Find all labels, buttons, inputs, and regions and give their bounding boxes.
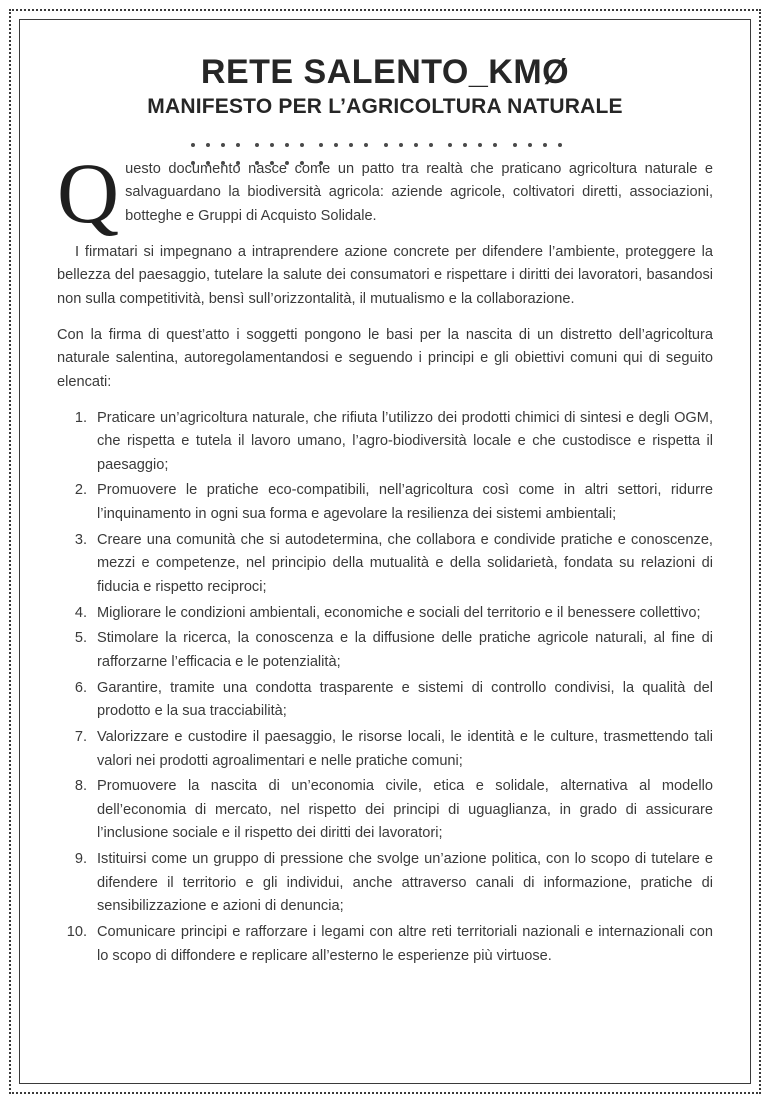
list-item: Promuovere la nascita di un’economia civile, etica e solidale, alternativa al modello dell’economia di mercato, nel rispetto dei principi di uguaglianza, in grado di assicurare l’inclusione sociale e il rispetto dei diritti dei lavoratori; xyxy=(97,778,713,842)
page-title: RETE SALENTO_KMØ xyxy=(200,53,570,91)
intro-paragraph-3: Con la firma di quest’atto i soggetti pongono le basi per la nascita di un distretto dell’agricoltura naturale salentina, autoregolamentandosi e seguendo i principi e gli obiettivi comuni qui di seguito elencati: xyxy=(57,326,713,390)
list-item: Promuovere le pratiche eco-compatibili, nell’agricoltura così come in altri settori, ridurre l’inquinamento in ogni sua forma e agevolare la resilienza dei sistemi ambientali; xyxy=(97,482,713,523)
intro-paragraph-1: uesto documento nasce come un patto tra realtà che praticano agricoltura naturale e salvaguardano la biodiversità agricola: aziende agricole, coltivatori diretti, associazioni, botteghe e Gruppi di Acquisto Solidale. xyxy=(125,160,713,225)
principles-list xyxy=(57,407,713,969)
drop-cap: Q xyxy=(57,144,120,241)
list-item: Praticare un’agricoltura naturale, che rifiuta l’utilizzo dei prodotti chimici di sintesi e degli OGM, che rispetta e tutela il lavoro umano, l’agro-biodiversità locale e che custodisce e rispetta il paesaggio; xyxy=(97,409,713,473)
page-subtitle: MANIFESTO PER L’AGRICOLTURA NATURALE xyxy=(147,94,623,118)
intro-paragraph-2: I firmatari si impegnano a intraprendere azione concrete per difendere l’ambiente, proteggere la bellezza del paesaggio, tutelare la salute dei consumatori e rispettare i diritti dei lavoratori, basandosi non sulla competitività, bensì sull’orizzontalità, il mutualismo e la collaborazione. xyxy=(57,243,713,307)
list-item: Stimolare la ricerca, la conoscenza e la diffusione delle pratiche agricole naturali, al fine di rafforzarne l’efficacia e le potenzialità; xyxy=(97,630,713,670)
list-item: Valorizzare e custodire il paesaggio, le risorse locali, le identità e le culture, trasmettendo tali valori nei prodotti agroalimentari e nelle pratiche comuni; xyxy=(97,728,713,769)
intro-block xyxy=(57,144,713,312)
list-item: Creare una comunità che si autodetermina, che collabora e condivide pratiche e conoscenze, mezzi e competenze, nel principio della mutualità e della solidarietà, fondata su relazioni di fiducia e rispetto reciproci; xyxy=(97,531,713,596)
list-item: Istituirsi come un gruppo di pressione che svolge un’azione politica, con lo scopo di tutelare e difendere il territorio e gli individui, anche attraverso canali di informazione, pratiche di sensibilizzazione e azioni di denuncia; xyxy=(97,851,713,915)
list-item: Comunicare principi e rafforzare i legami con altre reti territoriali nazionali e internazionali con lo scopo di diffondere e replicare all’esterno le esperienze più virtuose. xyxy=(97,924,713,964)
list-item: Migliorare le condizioni ambientali, economiche e sociali del territorio e il benessere collettivo; xyxy=(97,604,701,621)
document-content xyxy=(19,19,751,1084)
list-item: Garantire, tramite una condotta trasparente e sistemi di controllo condivisi, la qualità del prodotto e la sua tracciabilità; xyxy=(97,679,713,720)
manifesto-body xyxy=(57,144,713,969)
dotted-divider xyxy=(185,136,585,142)
